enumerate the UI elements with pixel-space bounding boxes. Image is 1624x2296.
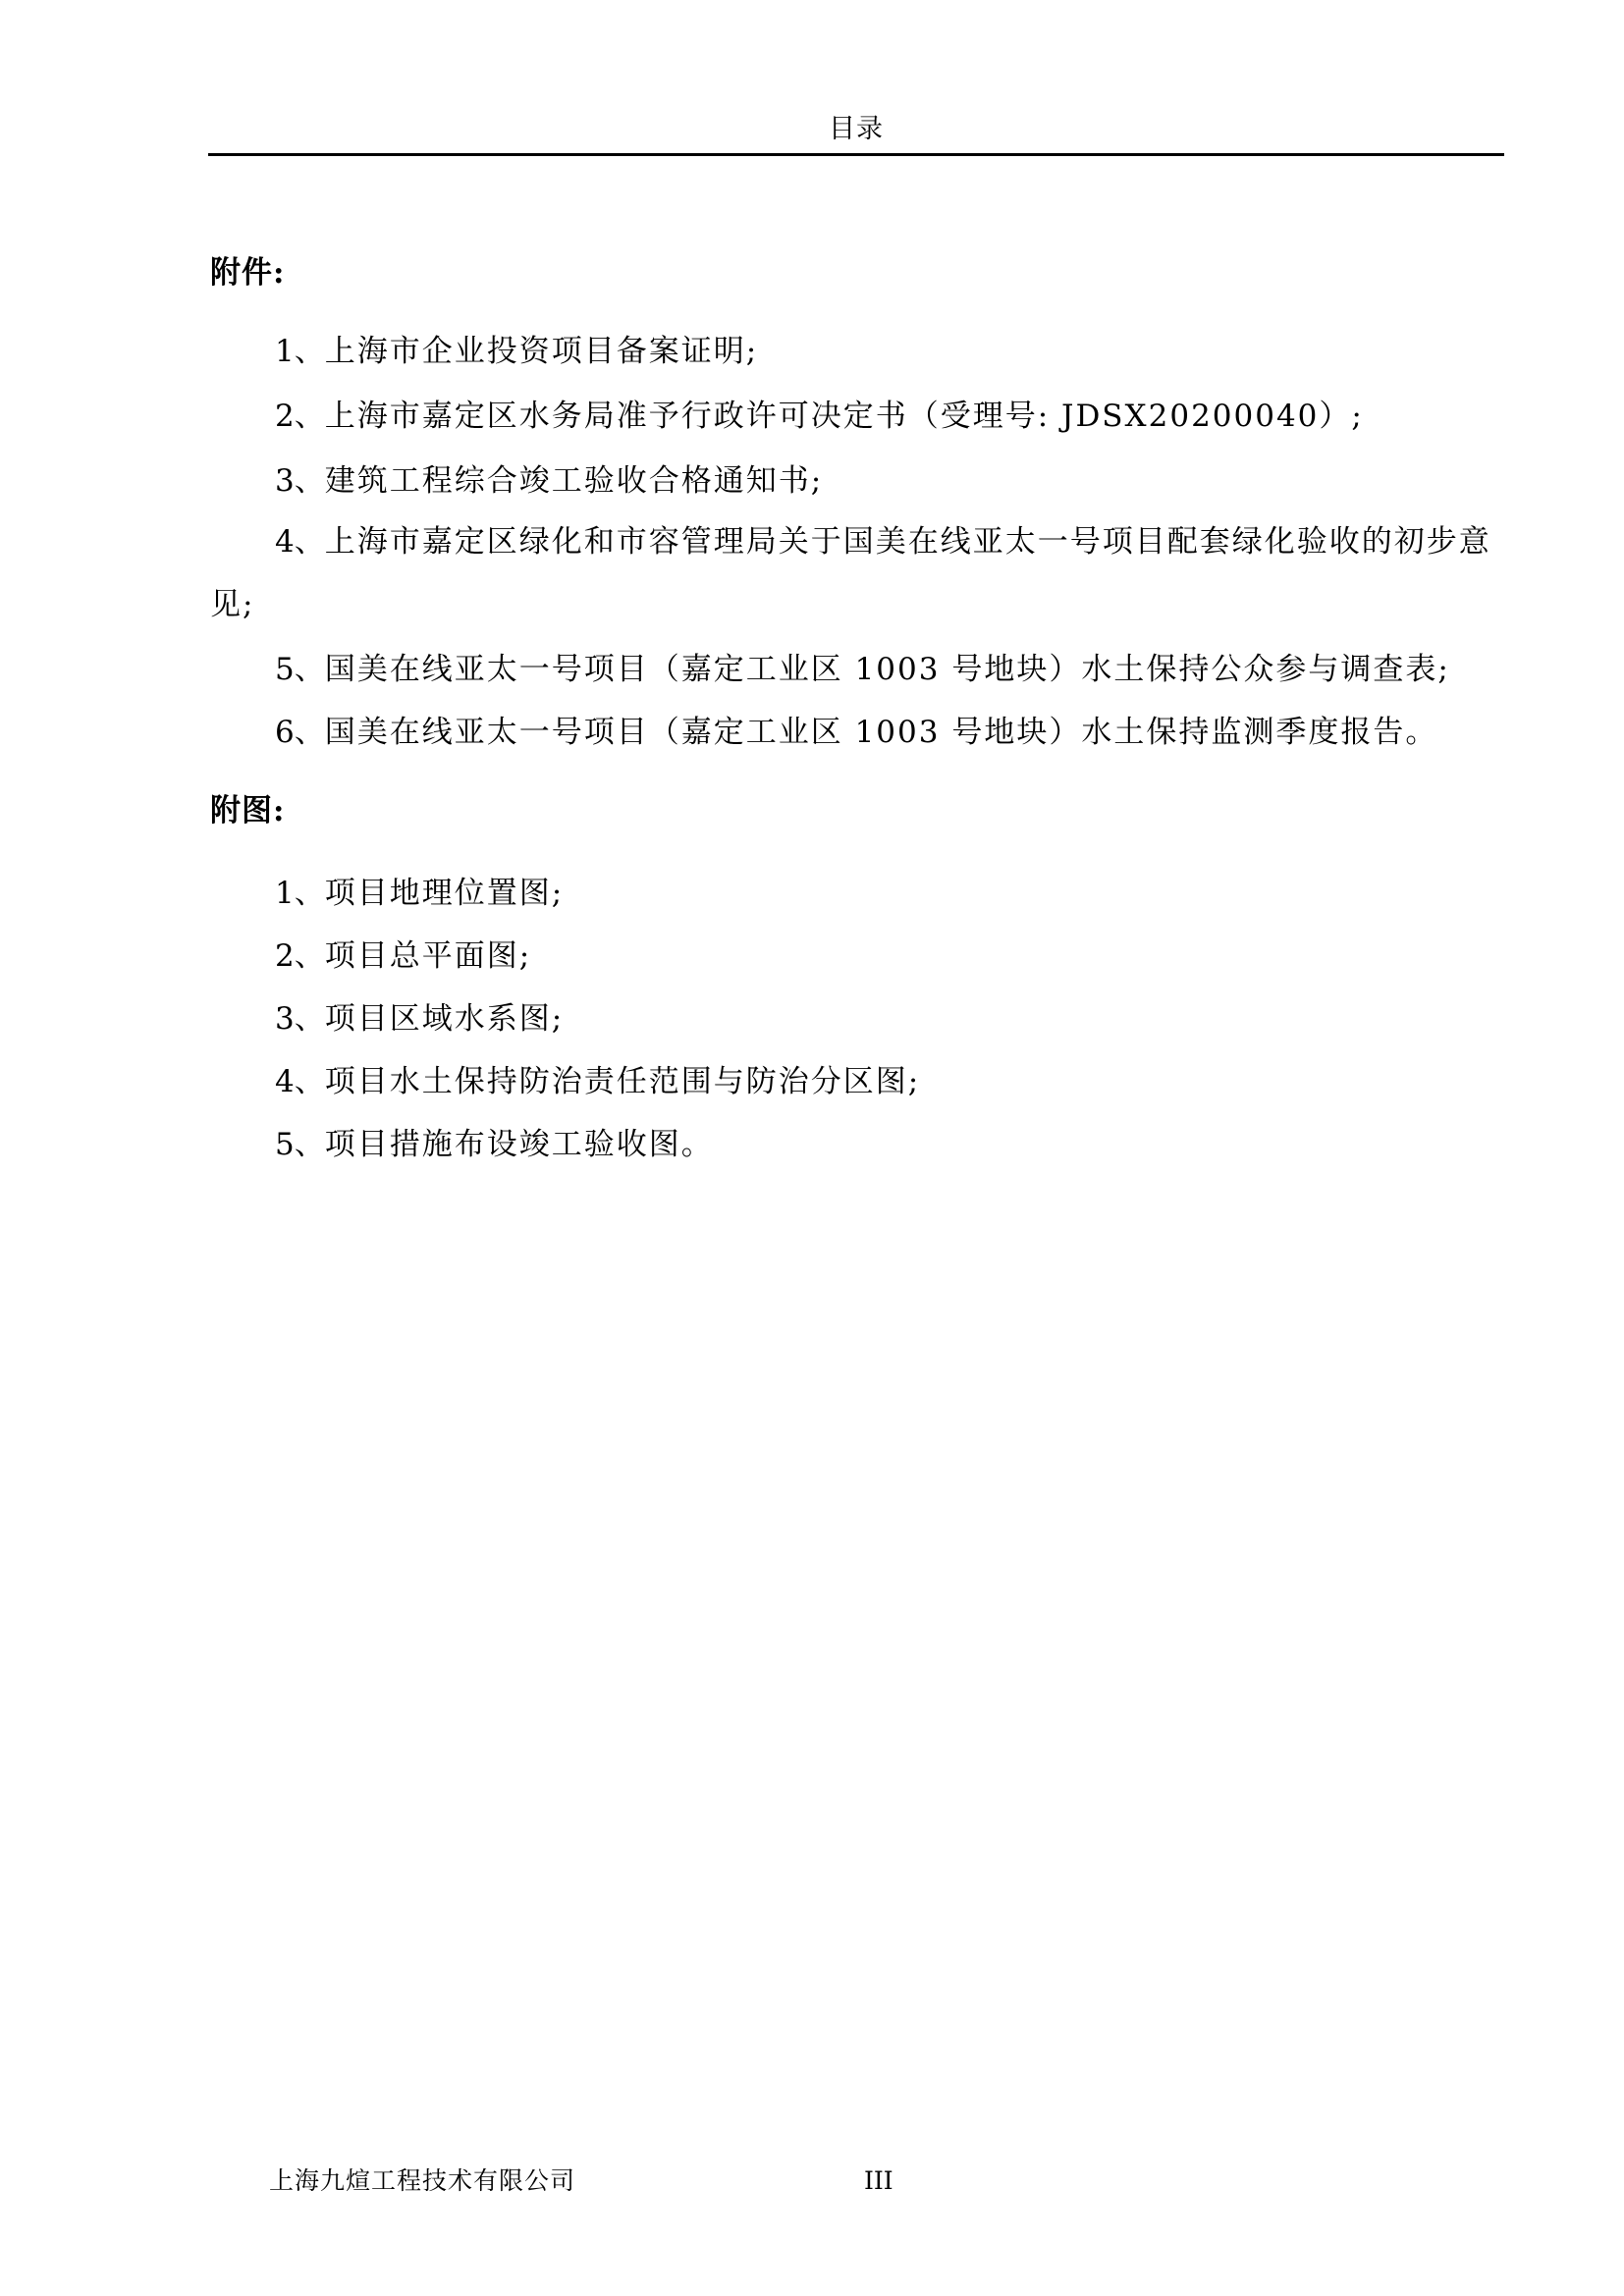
figure-item-number: 2、 (275, 938, 325, 974)
figure-item-text: 项目水土保持防治责任范围与防治分区图; (324, 1064, 921, 1099)
attachment-item-1 (210, 332, 1581, 371)
figure-item-number: 4、 (275, 1064, 325, 1099)
attachment-item-text: 上海市嘉定区水务局准予行政许可决定书（受理号: JDSX20200040）; (324, 399, 1364, 434)
figure-item-text: 项目总平面图; (324, 938, 532, 974)
attachment-item-text: 国美在线亚太一号项目（嘉定工业区 1003 号地块）水土保持监测季度报告。 (324, 715, 1438, 750)
running-header-title: 目录 (829, 114, 884, 144)
attachment-item-number: 4、 (275, 524, 325, 560)
attachment-item-text: 上海市嘉定区绿化和市容管理局关于国美在线亚太一号项目配套绿化验收的初步意 (324, 524, 1491, 560)
footer-page-number: III (864, 2166, 893, 2195)
attachment-item-number: 1、 (275, 334, 325, 369)
figure-item-3 (210, 999, 1581, 1039)
attachments-heading: 附件: (210, 255, 286, 291)
figure-item-1 (210, 874, 1581, 913)
figures-heading: 附图: (210, 793, 286, 828)
attachment-item-2 (210, 397, 1581, 436)
figure-item-4 (210, 1062, 1581, 1101)
figure-item-text: 项目区域水系图; (324, 1001, 565, 1037)
attachment-item-text: 建筑工程综合竣工验收合格通知书; (324, 463, 824, 499)
figure-item-5 (210, 1125, 1581, 1164)
attachment-item-number: 3、 (275, 463, 325, 499)
attachment-item-text: 上海市企业投资项目备案证明; (324, 334, 759, 369)
attachment-item-6 (210, 713, 1581, 752)
figure-item-2 (210, 936, 1581, 976)
figure-item-text: 项目措施布设竣工验收图。 (324, 1127, 714, 1162)
attachment-item-4-continuation: 见; (210, 587, 255, 622)
attachment-item-3 (210, 461, 1581, 501)
attachment-item-5 (210, 650, 1581, 689)
attachment-item-4 (210, 522, 1581, 561)
footer-company-name: 上海九煊工程技术有限公司 (269, 2166, 576, 2195)
header-divider (208, 153, 1504, 156)
attachment-item-number: 2、 (275, 399, 325, 434)
attachment-item-number: 6、 (275, 715, 325, 750)
attachment-item-number: 5、 (275, 652, 325, 687)
figure-item-number: 1、 (275, 876, 325, 911)
figure-item-number: 3、 (275, 1001, 325, 1037)
attachment-item-text: 国美在线亚太一号项目（嘉定工业区 1003 号地块）水土保持公众参与调查表; (324, 652, 1450, 687)
figure-item-text: 项目地理位置图; (324, 876, 565, 911)
figure-item-number: 5、 (275, 1127, 325, 1162)
